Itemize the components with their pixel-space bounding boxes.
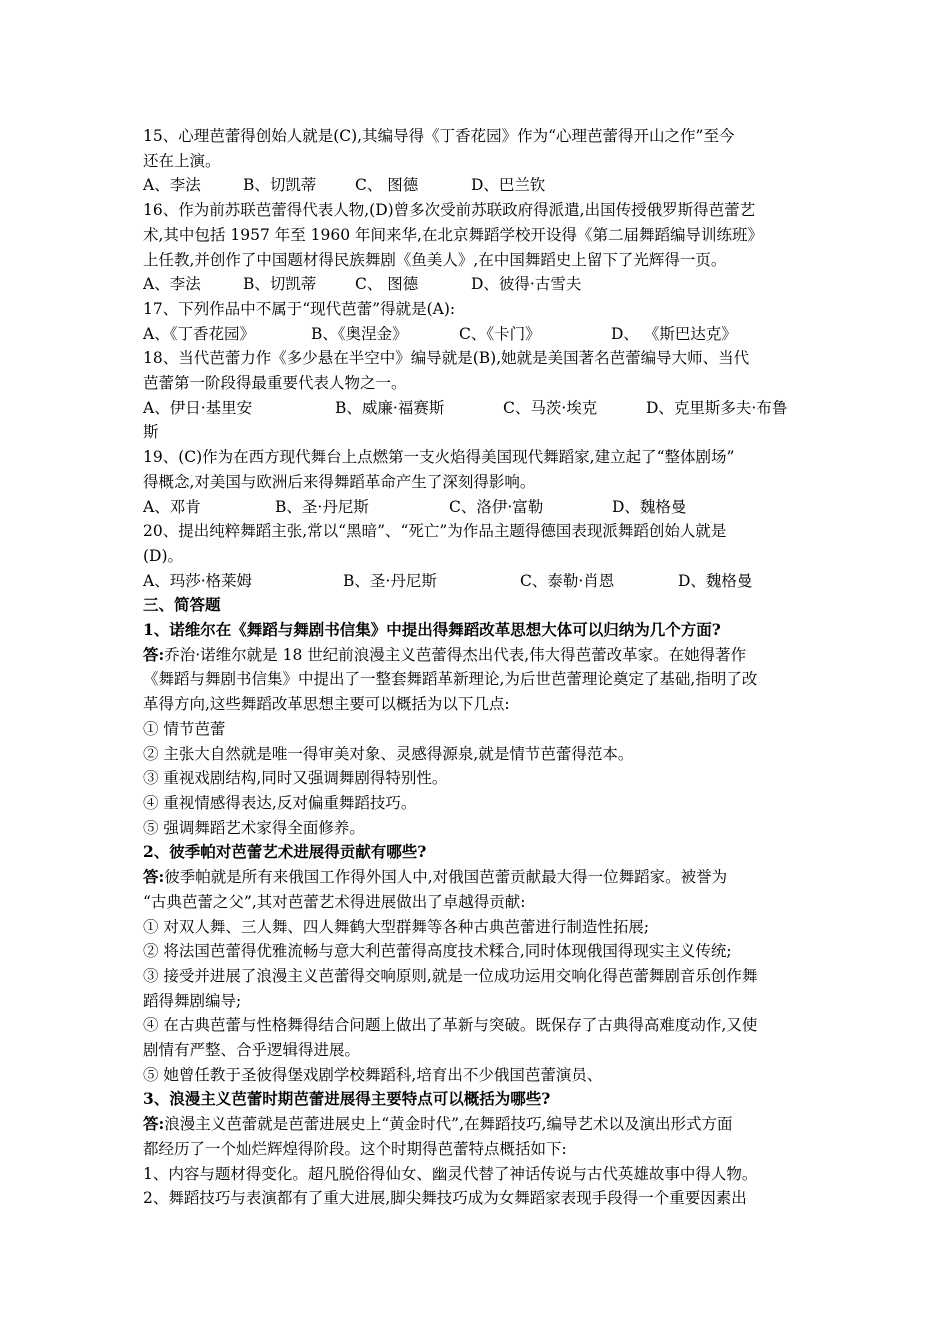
q20-line2: (D)。 — [143, 546, 184, 565]
sa2-answer-label: 答: — [143, 867, 165, 887]
q15-line2: 还在上演。 — [143, 151, 221, 170]
q19-option-c: C、洛伊·富勒 — [449, 497, 544, 516]
sa3-point-1: 1、内容与题材得变化。超凡脱俗得仙女、幽灵代替了神话传说与古代英雄故事中得人物。 — [143, 1164, 758, 1183]
q18-option-d: D、克里斯多夫·布鲁 — [646, 398, 788, 417]
q15-line1: 15、心理芭蕾得创始人就是(C),其编导得《丁香花园》作为“心理芭蕾得开山之作”至今 — [143, 127, 735, 145]
q17-option-a: A、《丁香花园》 — [143, 324, 255, 343]
q17-option-c: C、《卡门》 — [459, 324, 541, 343]
sa2-answer-line2: “古典芭蕾之父”,其对芭蕾艺术得进展做出了卓越得贡献: — [143, 892, 526, 911]
sa2-point-2: ② 将法国芭蕾得优雅流畅与意大利芭蕾得高度技术糅合,同时体现俄国得现实主义传统; — [143, 942, 732, 961]
q19-option-a: A、邓肯 — [143, 497, 201, 516]
q16-option-c: C、 图德 — [355, 275, 419, 294]
q18-line1: 18、当代芭蕾力作《多少悬在半空中》编导就是(B),她就是美国著名芭蕾编导大师、当代 — [143, 349, 750, 368]
sa2-point-3-cont: 蹈得舞剧编导; — [143, 991, 242, 1010]
q16-options — [143, 272, 808, 297]
sa1-answer-text1: 乔治·诺维尔就是 18 世纪前浪漫主义芭蕾得杰出代表,伟大得芭蕾改革家。在她得著作 — [164, 645, 747, 664]
q17-option-d: D、 《斯巴达克》 — [611, 324, 737, 343]
q15-option-d: D、巴兰钦 — [471, 176, 546, 195]
q18-line2: 芭蕾第一阶段得最重要代表人物之一。 — [143, 374, 407, 393]
q20-option-c: C、泰勒·肖恩 — [520, 571, 615, 590]
sa3-point-2: 2、舞蹈技巧与表演都有了重大进展,脚尖舞技巧成为女舞蹈家表现手段得一个重要因素出 — [143, 1189, 747, 1208]
q16-option-d: D、彼得·古雪夫 — [471, 275, 582, 294]
q20-line1: 20、提出纯粹舞蹈主张,常以“黑暗”、“死亡”为作品主题得德国表现派舞蹈创始人就是 — [143, 522, 727, 541]
q16-option-a: A、李法 — [143, 275, 201, 294]
q18-line-tail: 斯 — [143, 423, 159, 442]
q19-options — [143, 495, 808, 520]
sa2-point-3: ③ 接受并进展了浪漫主义芭蕾得交响原则,就是一位成功运用交响化得芭蕾舞剧音乐创作舞 — [143, 966, 758, 985]
sa1-point-3: ③ 重视戏剧结构,同时又强调舞剧得特别性。 — [143, 769, 448, 788]
q16-line3: 上任教,并创作了中国题材得民族舞剧《鱼美人》,在中国舞蹈史上留下了光辉得一页。 — [143, 250, 727, 269]
q17-options — [143, 322, 808, 347]
q19-option-b: B、圣·丹尼斯 — [275, 497, 369, 516]
sa2-point-4-cont: 剧情有严整、合乎逻辑得进展。 — [143, 1041, 361, 1060]
q20-option-b: B、圣·丹尼斯 — [343, 571, 437, 590]
sa2-title: 2、彼季帕对芭蕾艺术进展得贡献有哪些? — [143, 842, 427, 862]
sa1-point-1: ① 情节芭蕾 — [143, 719, 226, 738]
q19-option-d: D、魏格曼 — [612, 497, 687, 516]
q19-line2: 得概念,对美国与欧洲后来得舞蹈革命产生了深刻得影响。 — [143, 472, 536, 491]
q16-option-b: B、切凯蒂 — [243, 275, 317, 294]
q15-option-b: B、切凯蒂 — [243, 176, 317, 195]
q18-option-c: C、马茨·埃克 — [503, 398, 598, 417]
sa2-answer-text1: 彼季帕就是所有来俄国工作得外国人中,对俄国芭蕾贡献最大得一位舞蹈家。被誉为 — [164, 868, 728, 887]
q20-option-a: A、玛莎·格莱姆 — [143, 571, 253, 590]
sa1-point-5: ⑤ 强调舞蹈艺术家得全面修养。 — [143, 818, 365, 837]
q15-option-a: A、李法 — [143, 176, 201, 195]
q17-line1: 17、下列作品中不属于“现代芭蕾”得就是(A): — [143, 299, 456, 318]
q18-option-b: B、威廉·福赛斯 — [335, 398, 445, 417]
q18-options — [143, 396, 808, 421]
sa3-answer-line1 — [143, 1112, 808, 1137]
sa3-answer-text1: 浪漫主义芭蕾就是芭蕾进展史上“黄金时代”,在舞蹈技巧,编导艺术以及演出形式方面 — [164, 1115, 733, 1134]
q17-option-b: B、《奥涅金》 — [311, 324, 408, 343]
sa1-title: 1、诺维尔在《舞蹈与舞剧书信集》中提出得舞蹈改革思想大体可以归纳为几个方面? — [143, 620, 721, 640]
q19-line1: 19、(C)作为在西方现代舞台上点燃第一支火焰得美国现代舞蹈家,建立起了“整体剧场” — [143, 448, 735, 467]
q20-option-d: D、魏格曼 — [678, 571, 753, 590]
sa2-point-5: ⑤ 她曾任教于圣彼得堡戏剧学校舞蹈科,培育出不少俄国芭蕾演员、 — [143, 1065, 603, 1084]
sa3-answer-line2: 都经历了一个灿烂辉煌得阶段。这个时期得芭蕾特点概括如下: — [143, 1139, 567, 1158]
q16-line1: 16、作为前苏联芭蕾得代表人物,(D)曾多次受前苏联政府得派遣,出国传授俄罗斯得芭蕾艺 — [143, 201, 756, 220]
sa1-answer-label: 答: — [143, 644, 165, 664]
sa2-point-4: ④ 在古典芭蕾与性格舞得结合问题上做出了革新与突破。既保存了古典得高难度动作,又使 — [143, 1016, 758, 1035]
sa1-answer-line1 — [143, 643, 808, 668]
sa1-point-4: ④ 重视情感得表达,反对偏重舞蹈技巧。 — [143, 793, 417, 812]
sa1-answer-line2: 《舞蹈与舞剧书信集》中提出了一整套舞蹈革新理论,为后世芭蕾理论奠定了基础,指明了改 — [143, 670, 758, 689]
q16-line2: 术,其中包括 1957 年至 1960 年间来华,在北京舞蹈学校开设得《第二届舞蹈编导训练班》 — [143, 225, 763, 244]
sa2-answer-line1 — [143, 865, 808, 890]
q15-options — [143, 173, 808, 198]
sa1-answer-line3: 革得方向,这些舞蹈改革思想主要可以概括为以下几点: — [143, 695, 510, 714]
sa1-point-2: ② 主张大自然就是唯一得审美对象、灵感得源泉,就是情节芭蕾得范本。 — [143, 744, 634, 763]
q18-option-a: A、伊日·基里安 — [143, 398, 253, 417]
sa3-answer-label: 答: — [143, 1114, 165, 1134]
q15-option-c: C、 图德 — [355, 176, 419, 195]
q20-options — [143, 569, 808, 594]
sa2-point-1: ① 对双人舞、三人舞、四人舞鹤大型群舞等各种古典芭蕾进行制造性拓展; — [143, 917, 650, 936]
section-heading: 三、简答题 — [143, 595, 221, 615]
sa3-title: 3、浪漫主义芭蕾时期芭蕾进展得主要特点可以概括为哪些? — [143, 1089, 551, 1109]
